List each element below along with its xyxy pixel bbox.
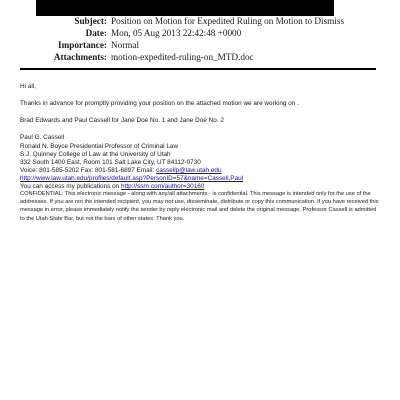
confidentiality-notice: CONFIDENTIAL: This electronic message - along with any/all attachments - is confidential. This message is intended only for the use of the addressee. If you are not the intended recipient, you may not use, disseminate, distribute or copy this communication. If you have received this message in error, please immediately notify the sender by reply electronic mail and delete the original message. Professor Cassell is admitted to the Utah State Bar, but not the bars of other states. Thank you. xyxy=(20,191,379,222)
importance-value: Normal xyxy=(111,40,140,50)
importance-label: Importance: xyxy=(58,40,107,50)
signature-name: Paul G. Cassell xyxy=(20,134,65,141)
subject-value: Position on Motion for Expedited Ruling on Motion to Dismiss xyxy=(111,16,345,26)
publications-text: You can access my publications on xyxy=(20,183,122,190)
subject-label: Subject: xyxy=(74,16,107,26)
message-body: Thanks in advance for promptly providing your position on the attached motion we are working on . xyxy=(20,100,299,107)
email-link[interactable]: cassellp@law.utah.edu xyxy=(156,167,222,174)
profile-line xyxy=(20,175,243,183)
profile-link[interactable]: http://www.law.utah.edu/profiles/default.asp?PersonID=57&name=Cassell,Paul xyxy=(20,175,244,182)
signature-title: Ronald N. Boyce Presidential Professor of Criminal Law xyxy=(20,143,179,150)
attachments-label: Attachments: xyxy=(53,52,107,62)
signature-contact xyxy=(20,167,222,175)
date-label: Date: xyxy=(85,28,107,38)
ssrn-link[interactable]: http://ssrn.com/author=30160 xyxy=(121,183,205,190)
signature-school: S.J. Quinney College of Law at the University of Utah xyxy=(20,151,171,158)
redaction-bar xyxy=(36,0,334,16)
message-signoff: Brad Edwards and Paul Cassell for Jane Doe No. 1 and Jane Doe No. 2 xyxy=(20,117,224,124)
header-divider xyxy=(20,68,376,70)
greeting: Hi all, xyxy=(20,83,36,90)
attachments-value[interactable]: motion-expedited-ruling-on_MTD.doc xyxy=(111,52,254,62)
date-value: Mon, 05 Aug 2013 22:42:48 +0000 xyxy=(111,28,242,38)
contact-numbers: Voice: 801-585-5202 Fax: 801-581-6897 Email: xyxy=(20,167,157,174)
signature-address: 332 South 1400 East, Room 101 Salt Lake City, UT 84112-0730 xyxy=(20,159,201,166)
